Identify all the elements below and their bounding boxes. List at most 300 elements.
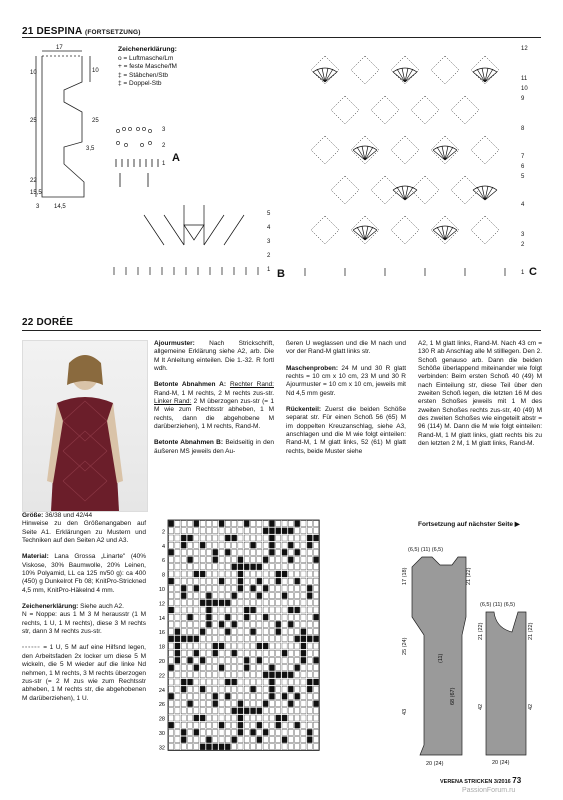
chart-cell <box>251 657 256 663</box>
chart-cell <box>232 672 237 678</box>
chart-cell <box>175 672 180 678</box>
chart-cell <box>282 672 287 678</box>
chart-cell <box>301 722 306 728</box>
chart-cell <box>244 657 249 663</box>
chart-cell <box>181 693 186 699</box>
chart-cell <box>232 636 237 642</box>
chart-cell <box>282 643 287 649</box>
chart-cell <box>288 607 293 613</box>
chart-cell <box>194 621 199 627</box>
chart-cell <box>194 744 199 750</box>
chart-cell <box>288 542 293 548</box>
chart-cell <box>213 679 218 685</box>
chart-cell <box>181 722 186 728</box>
chart-cell <box>238 607 243 613</box>
chart-cell <box>213 549 218 555</box>
chart-cell <box>257 593 262 599</box>
svg-text:7: 7 <box>521 154 525 160</box>
chart-cell <box>175 744 180 750</box>
legend-item: o = Luftmasche/Lm <box>118 54 174 62</box>
chart-cell <box>263 528 268 534</box>
chart-cell <box>194 729 199 735</box>
chart-cell <box>244 564 249 570</box>
chart-cell <box>282 528 287 534</box>
chart-cell <box>251 701 256 707</box>
chart-cell <box>257 535 262 541</box>
chart-cell <box>276 585 281 591</box>
chart-cell <box>225 744 230 750</box>
chart-cell <box>219 578 224 584</box>
chart-cell <box>181 701 186 707</box>
chart-cell <box>188 679 193 685</box>
chart-cell <box>295 600 300 606</box>
chart-cell <box>213 643 218 649</box>
chart-cell <box>244 708 249 714</box>
chart-cell <box>314 708 319 714</box>
chart-cell <box>194 578 199 584</box>
chart-cell <box>251 549 256 555</box>
chart-cell <box>225 521 230 527</box>
chart-cell <box>194 737 199 743</box>
chart-cell <box>244 729 249 735</box>
chart-cell <box>225 636 230 642</box>
chart-cell <box>181 614 186 620</box>
chart-cell <box>269 564 274 570</box>
chart-cell <box>263 708 268 714</box>
chart-cell <box>169 715 174 721</box>
chart-cell <box>175 571 180 577</box>
chart-cell <box>219 657 224 663</box>
chart-cell <box>307 564 312 570</box>
chart-cell <box>200 521 205 527</box>
chart-cell <box>282 585 287 591</box>
chart-cell <box>314 564 319 570</box>
chart-cell <box>263 737 268 743</box>
magazine-name: VERENA STRICKEN 3/2016 <box>440 779 511 785</box>
chain-icon: o <box>118 54 124 62</box>
chart-cell <box>213 528 218 534</box>
chart-cell <box>288 657 293 663</box>
chart-label-a: A <box>172 152 180 164</box>
chart-cell <box>257 636 262 642</box>
chart-cell <box>200 715 205 721</box>
chart-cell <box>194 571 199 577</box>
chart-cell <box>181 535 186 541</box>
chart-row-label: 30 <box>158 731 165 737</box>
chart-cell <box>175 643 180 649</box>
chart-cell <box>288 535 293 541</box>
chart-cell <box>257 650 262 656</box>
chart-cell <box>206 636 211 642</box>
chart-cell <box>219 729 224 735</box>
chart-cell <box>282 693 287 699</box>
chart-cell <box>263 571 268 577</box>
svg-text:20 (24): 20 (24) <box>492 760 510 766</box>
chart-cell <box>213 722 218 728</box>
chart-cell <box>269 643 274 649</box>
chart-cell <box>314 643 319 649</box>
chart-cell <box>276 643 281 649</box>
chart-cell <box>188 542 193 548</box>
chart-cell <box>194 521 199 527</box>
chart-cell <box>219 585 224 591</box>
chart-cell <box>200 693 205 699</box>
chart-cell <box>169 744 174 750</box>
chart-cell <box>269 621 274 627</box>
chart-cell <box>169 557 174 563</box>
chart-cell <box>282 564 287 570</box>
chart-cell <box>206 672 211 678</box>
chart-cell <box>314 621 319 627</box>
chart-cell <box>225 686 230 692</box>
chart-cell <box>169 578 174 584</box>
chart-cell <box>219 549 224 555</box>
chart-cell <box>301 600 306 606</box>
chart-cell <box>175 600 180 606</box>
chart-cell <box>213 629 218 635</box>
chart-cell <box>307 585 312 591</box>
despina-legend <box>118 46 208 89</box>
chart-cell <box>295 636 300 642</box>
chart-cell <box>288 744 293 750</box>
chart-cell <box>282 578 287 584</box>
chart-cell <box>188 636 193 642</box>
material-text: Lana Grossa „Linarte" (40% Viskose, 30% Baumwolle, 20% Leinen, 10% Polyamid, LL ca 125 m/50 g): ca 400 (450) g Dunkelrot Fb 08; KnitPro-Strickned 4,5 mm, KnitPro-Häkelnd 4 mm. <box>22 553 146 594</box>
chart-cell <box>238 737 243 743</box>
chart-cell <box>282 621 287 627</box>
wrap-stitch-icon: ◦◦◦◦◦◦ <box>22 644 44 652</box>
dim-label: 15,5 <box>30 190 42 196</box>
chart-cell <box>282 650 287 656</box>
chart-cell <box>181 715 186 721</box>
chart-cell <box>251 693 256 699</box>
chart-cell <box>194 686 199 692</box>
chart-cell <box>225 549 230 555</box>
chart-cell <box>276 578 281 584</box>
chart-cell <box>238 521 243 527</box>
chart-cell <box>251 571 256 577</box>
svg-text:1: 1 <box>267 267 271 273</box>
chart-cell <box>238 708 243 714</box>
svg-text:3: 3 <box>521 232 525 238</box>
svg-text:6: 6 <box>521 164 525 170</box>
crochet-chart-b <box>104 195 289 280</box>
chart-cell <box>295 686 300 692</box>
chart-cell <box>269 693 274 699</box>
chart-cell <box>169 607 174 613</box>
chart-cell <box>301 715 306 721</box>
chart-label-b: B <box>277 268 285 280</box>
chart-cell <box>213 665 218 671</box>
chart-cell <box>295 614 300 620</box>
chart-cell <box>251 636 256 642</box>
chart-cell <box>213 542 218 548</box>
legend-wrap: = 1 U, 5 M auf eine Hilfsnd legen, den Arbeitsfaden 2x locker um diese 5 M wickeln, die 5 M wieder auf die linke Nd nehmen, 1 M rechts, 3 M rechts überzogen zus-str (= 2 M zus wie zum Rechtsstr abheben, 1 M rechts str, die abgehobenen M darüberziehen), 1 U. <box>22 644 146 702</box>
chart-cell <box>288 600 293 606</box>
chart-cell <box>219 665 224 671</box>
chart-cell <box>206 744 211 750</box>
chart-cell <box>194 650 199 656</box>
chart-cell <box>314 521 319 527</box>
chart-cell <box>206 521 211 527</box>
chart-cell <box>288 629 293 635</box>
chart-cell <box>307 600 312 606</box>
column-4: A2, 1 M glatt links, Rand-M. Nach 43 cm = 130 R ab Anschlag alle M stilllegen. Den 2. Schoß genauso arb. Dann die beiden Schöße überlappend miteinander wie folgt verbinden: Beim ersten Schoß 40 (49) M nach Einteilung str, diese Teil über den zweiten Schoß legen, die letzten 16 M des ersten Schoßes jeweils mit 1 M des zweiten Schoßes rechts zus-str, 40 (49) M des zweiten Schoßes wie eingeteilt abstr = 96 (114) M. Dann die M wie folgt einteilen: Rand-M, 1 M glatt links, glatt rechts bis zu den letzten 2 M, 1 M glatt links, Rand-M. <box>418 340 542 448</box>
chart-cell <box>244 549 249 555</box>
chart-cell <box>276 665 281 671</box>
chart-row-label: 10 <box>158 587 165 593</box>
chart-cell <box>263 535 268 541</box>
chart-cell <box>314 593 319 599</box>
chart-cell <box>295 715 300 721</box>
chart-cell <box>194 643 199 649</box>
chart-cell <box>188 528 193 534</box>
chart-cell <box>257 737 262 743</box>
chart-cell <box>200 657 205 663</box>
chart-cell <box>225 557 230 563</box>
chart-cell <box>301 621 306 627</box>
chart-cell <box>251 528 256 534</box>
chart-cell <box>269 744 274 750</box>
chart-row-label: 12 <box>158 601 165 608</box>
chart-cell <box>288 672 293 678</box>
chart-cell <box>263 665 268 671</box>
chart-cell <box>169 564 174 570</box>
chart-cell <box>263 693 268 699</box>
chart-cell <box>263 614 268 620</box>
model-illustration <box>23 341 147 511</box>
chart-cell <box>244 578 249 584</box>
chart-cell <box>200 701 205 707</box>
chart-cell <box>194 535 199 541</box>
chart-cell <box>213 657 218 663</box>
chart-cell <box>295 693 300 699</box>
chart-cell <box>175 737 180 743</box>
chart-cell <box>251 535 256 541</box>
chart-cell <box>295 549 300 555</box>
chart-cell <box>232 542 237 548</box>
chart-cell <box>238 701 243 707</box>
chart-cell <box>200 571 205 577</box>
chart-cell <box>257 722 262 728</box>
chart-cell <box>206 643 211 649</box>
chart-cell <box>175 650 180 656</box>
chart-cell <box>219 650 224 656</box>
chart-cell <box>314 686 319 692</box>
chart-cell <box>188 722 193 728</box>
chart-cell <box>225 578 230 584</box>
chart-cell <box>251 650 256 656</box>
chart-cell <box>295 729 300 735</box>
chart-cell <box>314 715 319 721</box>
dim-label: 25 <box>92 118 99 124</box>
chart-cell <box>276 679 281 685</box>
chart-cell <box>314 600 319 606</box>
chart-cell <box>181 600 186 606</box>
chart-cell <box>282 701 287 707</box>
chart-cell <box>269 521 274 527</box>
chart-cell <box>257 715 262 721</box>
chart-cell <box>301 708 306 714</box>
chart-cell <box>282 722 287 728</box>
svg-text:68 (67): 68 (67) <box>450 687 456 705</box>
chart-cell <box>244 629 249 635</box>
chart-cell <box>307 578 312 584</box>
chart-cell <box>288 614 293 620</box>
chart-cell <box>276 600 281 606</box>
svg-text:12: 12 <box>521 46 528 52</box>
chart-cell <box>244 701 249 707</box>
chart-cell <box>238 542 243 548</box>
chart-cell <box>301 701 306 707</box>
chart-cell <box>295 672 300 678</box>
chart-cell <box>169 665 174 671</box>
chart-cell <box>200 744 205 750</box>
chart-cell <box>225 737 230 743</box>
chart-cell <box>314 693 319 699</box>
chart-cell <box>219 737 224 743</box>
chart-cell <box>188 614 193 620</box>
chart-cell <box>206 737 211 743</box>
chart-cell <box>169 621 174 627</box>
chart-cell <box>206 614 211 620</box>
chart-cell <box>263 679 268 685</box>
chart-row-label: 20 <box>158 659 165 665</box>
chart-cell <box>314 578 319 584</box>
chart-cell <box>181 729 186 735</box>
chart-cell <box>188 564 193 570</box>
chart-cell <box>194 557 199 563</box>
chart-cell <box>276 629 281 635</box>
chart-cell <box>263 701 268 707</box>
chart-cell <box>288 571 293 577</box>
chart-cell <box>219 528 224 534</box>
chart-cell <box>269 600 274 606</box>
chart-cell <box>169 650 174 656</box>
chart-cell <box>175 607 180 613</box>
model-photo <box>22 340 148 512</box>
chart-cell <box>282 737 287 743</box>
chart-cell <box>307 650 312 656</box>
section-21-heading <box>22 26 141 37</box>
dim-label: 17 <box>56 45 63 51</box>
chart-cell <box>301 521 306 527</box>
chart-cell <box>225 629 230 635</box>
chart-cell <box>169 593 174 599</box>
chart-cell <box>288 737 293 743</box>
chart-cell <box>263 607 268 613</box>
chart-cell <box>314 665 319 671</box>
chart-cell <box>276 549 281 555</box>
chart-cell <box>232 528 237 534</box>
chart-cell <box>263 657 268 663</box>
chart-cell <box>269 686 274 692</box>
chart-cell <box>206 542 211 548</box>
chart-cell <box>288 564 293 570</box>
svg-text:25 (24): 25 (24) <box>402 637 408 655</box>
chart-cell <box>181 542 186 548</box>
chart-cell <box>181 521 186 527</box>
chart-cell <box>314 737 319 743</box>
chart-cell <box>314 629 319 635</box>
chart-cell <box>169 722 174 728</box>
chart-cell <box>200 600 205 606</box>
chart-cell <box>244 650 249 656</box>
chart-cell <box>200 737 205 743</box>
chart-cell <box>175 521 180 527</box>
chart-cell <box>251 521 256 527</box>
chart-cell <box>301 564 306 570</box>
svg-text:1: 1 <box>162 161 166 167</box>
chart-cell <box>288 636 293 642</box>
chart-cell <box>175 549 180 555</box>
chart-cell <box>251 672 256 678</box>
chart-cell <box>181 672 186 678</box>
chart-cell <box>307 557 312 563</box>
chart-row-label: 32 <box>158 745 165 752</box>
chart-cell <box>188 578 193 584</box>
chart-cell <box>169 528 174 534</box>
chart-cell <box>175 657 180 663</box>
chart-cell <box>263 650 268 656</box>
chart-cell <box>219 600 224 606</box>
chart-cell <box>181 528 186 534</box>
chart-cell <box>175 621 180 627</box>
chart-cell <box>307 737 312 743</box>
chart-cell <box>295 571 300 577</box>
chart-cell <box>276 729 281 735</box>
chart-cell <box>232 650 237 656</box>
chart-cell <box>175 722 180 728</box>
chart-cell <box>295 665 300 671</box>
chart-cell <box>244 636 249 642</box>
treble-crochet-icon: ‡ <box>118 80 124 87</box>
chart-cell <box>225 701 230 707</box>
chart-cell <box>269 729 274 735</box>
chart-cell <box>238 665 243 671</box>
chart-cell <box>232 715 237 721</box>
continuation-note: (FORTSETZUNG) <box>84 29 141 36</box>
chart-cell <box>314 729 319 735</box>
chart-cell <box>307 722 312 728</box>
chart-cell <box>282 629 287 635</box>
chart-cell <box>200 528 205 534</box>
chart-cell <box>213 578 218 584</box>
section-22-heading <box>22 317 73 328</box>
chart-cell <box>169 701 174 707</box>
column-1: Größe: 36/38 und 42/44 Hinweise zu den Größenangaben auf Seite A1. Erklärungen zu Mustern und Techniken auf den Seiten A2 und A3. Material: Lana Grossa „Linarte" (40% Viskose, 30% Baumwolle, 20% Leinen, 10% Polyamid, LL ca 125 m/50 g): ca 400 (450) g Dunkelrot Fb 08; KnitPro-Strickned 4,5 mm, KnitPro-Häkelnd 4 mm. Zeichenerklärung: Siehe auch A2. N = Noppe: aus 1 M 3 M herausstr (1 M rechts, 1 U, 1 M rechts), diese 3 M rechts str, dann 3 M rechts zus-str. ◦◦◦◦◦◦ = 1 U, 5 M auf eine Hilfsnd legen, den Arbeitsfaden 2x locker um diese 5 M wickeln, die 5 M wieder auf die linke Nd nehmen, 1 M rechts, 3 M rechts überzogen zus-str (= 2 M zus wie zum Rechtsstr abheben, 1 M rechts str, die abgehobenen M darüberziehen), 1 U. <box>22 512 146 702</box>
chart-cell <box>206 693 211 699</box>
chart-cell <box>295 557 300 563</box>
chart-cell <box>238 744 243 750</box>
chart-cell <box>232 578 237 584</box>
chart-cell <box>175 557 180 563</box>
chart-cell <box>188 693 193 699</box>
chart-cell <box>206 686 211 692</box>
chart-cell <box>288 729 293 735</box>
chart-cell <box>257 564 262 570</box>
chart-cell <box>213 521 218 527</box>
chart-cell <box>301 557 306 563</box>
chart-cell <box>263 549 268 555</box>
chart-cell <box>288 701 293 707</box>
chart-cell <box>213 607 218 613</box>
chart-cell <box>238 693 243 699</box>
chart-cell <box>314 636 319 642</box>
chart-cell <box>288 665 293 671</box>
chart-cell <box>301 672 306 678</box>
section-divider <box>22 37 541 38</box>
